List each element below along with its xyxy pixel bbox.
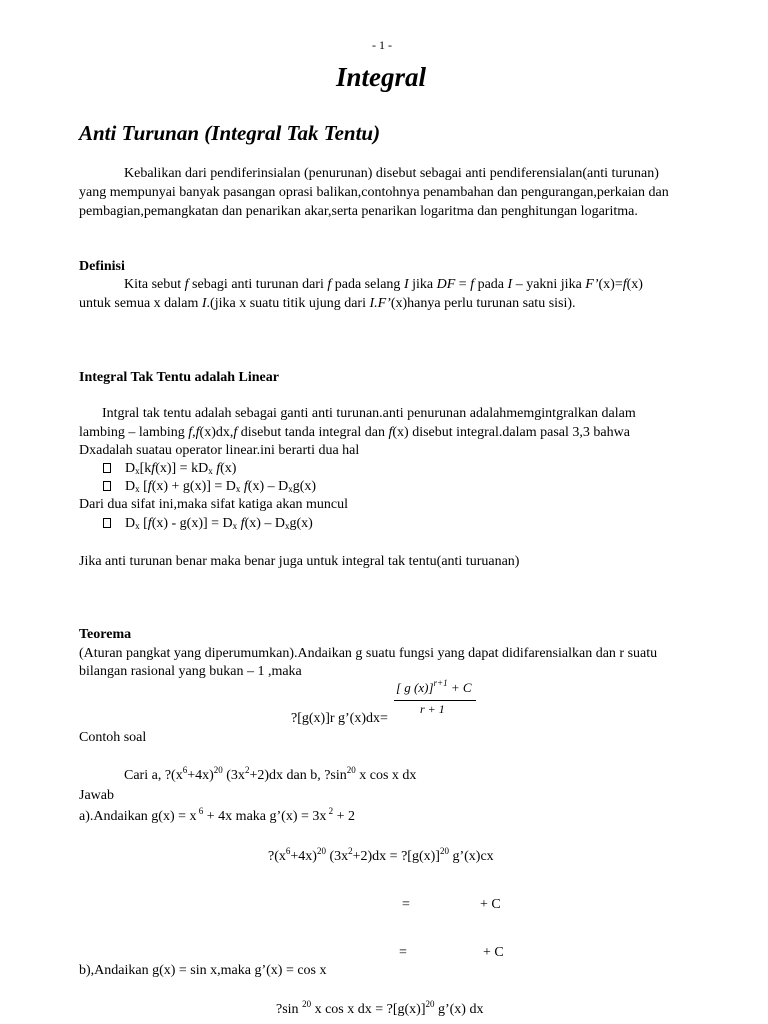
intro-line-1: Kebalikan dari pendiferinsialan (penurunan) disebut sebagai anti pendiferensialan(anti turunan)	[124, 166, 659, 181]
rule-2: $D_x$ $[f(x) + g(x)] = D_x$ $f(x) - D_xg(x)$	[103, 477, 316, 496]
linear-para-5: Jika anti turunan benar maka benar juga untuk integral tak tentu(anti turuanan)	[79, 554, 520, 569]
theorem-lhs: ?[g(x)]r g’(x)dx=	[291, 711, 388, 726]
answer-a-equation: $?(x^6+4x)^{20}$ $(3x^2+2)dx$ = $?[g(x)]^{20}$ g’(x)cx	[268, 846, 494, 864]
section-heading: Anti Turunan (Integral Tak Tentu)	[79, 121, 381, 145]
fraction-denominator: r + 1	[420, 702, 445, 716]
definisi-line-2: untuk semua x dalam I.(jika x suatu titik ujung dari I.F’(x)hanya perlu turunan satu sisi).	[79, 296, 576, 311]
equals-sign-1: =	[402, 897, 410, 912]
answer-b-line: b),Andaikan g(x) = sin x,maka g’(x) = cos x	[79, 963, 327, 978]
definisi-title: Definisi	[79, 259, 125, 274]
bullet-box-icon	[103, 463, 111, 473]
contoh-question: Cari a, $?(x^6+4x)^{20}$ $(3x^2+2)dx$ dan b, $?\sin^{20}$ x cos x dx	[124, 765, 417, 783]
intro-line-3: pembagian,pemangkatan dan penarikan akar,serta penarikan logaritma dan penghitungan logaritma.	[79, 204, 638, 219]
contoh-title: Contoh soal	[79, 730, 147, 745]
bullet-box-icon	[103, 518, 111, 528]
definisi-line-1: Kita sebut f sebagi anti turunan dari f pada selang I jika DF = f pada I – yakni jika F’(x)=f(x)	[124, 277, 643, 292]
answer-b-equation: ?sin $^{20}$ x cos x dx = $?[g(x)]^{20}$ g’(x) dx	[276, 999, 484, 1017]
equals-sign-2: =	[399, 945, 407, 960]
page-number: - 1 -	[372, 38, 392, 52]
bullet-box-icon	[103, 481, 111, 491]
teorema-title: Teorema	[79, 627, 132, 642]
plus-c-2: + C	[483, 945, 504, 960]
answer-a-line: a).Andaikan g(x) = x $^6$ + 4x maka g’(x) = 3x $^2$ + 2	[79, 806, 356, 824]
fraction-numerator: [ g (x)]$^{r+1}$ + C	[396, 678, 472, 695]
linear-para-1: Intgral tak tentu adalah sebagai ganti anti turunan.anti penurunan adalahmemgintgralkan dalam	[102, 406, 636, 421]
intro-line-2: yang mempunyai banyak pasangan oprasi balikan,contohnya penambahan dan pengurangan,perkaian dan	[79, 185, 669, 200]
linear-para-2: lambing – lambing f,f(x)dx,f disebut tanda integral dan f(x) disebut integral.dalam pasal 3,3 bahwa	[79, 425, 630, 440]
rule-3: $D_x$ $[f(x) - g(x)] = D_x$ $f(x) - D_xg(x)$	[103, 514, 313, 533]
teorema-line-1: (Aturan pangkat yang diperumumkan).Andaikan g suatu fungsi yang dapat didifarensialkan dan r suatu	[79, 646, 658, 661]
linear-para-4: Dari dua sifat ini,maka sifat katiga akan muncul	[79, 497, 349, 512]
jawab-label: Jawab	[79, 788, 114, 803]
rule-1: $D_x[kf(x)] = kD_x$ f(x)	[103, 459, 236, 478]
teorema-line-2: bilangan rasional yang bukan – 1 ,maka	[79, 664, 302, 679]
linear-para-3: Dxadalah suatau operator linear.ini berarti dua hal	[79, 443, 360, 458]
plus-c-1: + C	[480, 897, 501, 912]
linear-title: Integral Tak Tentu adalah Linear	[79, 370, 279, 385]
document-title: Integral	[336, 62, 427, 92]
